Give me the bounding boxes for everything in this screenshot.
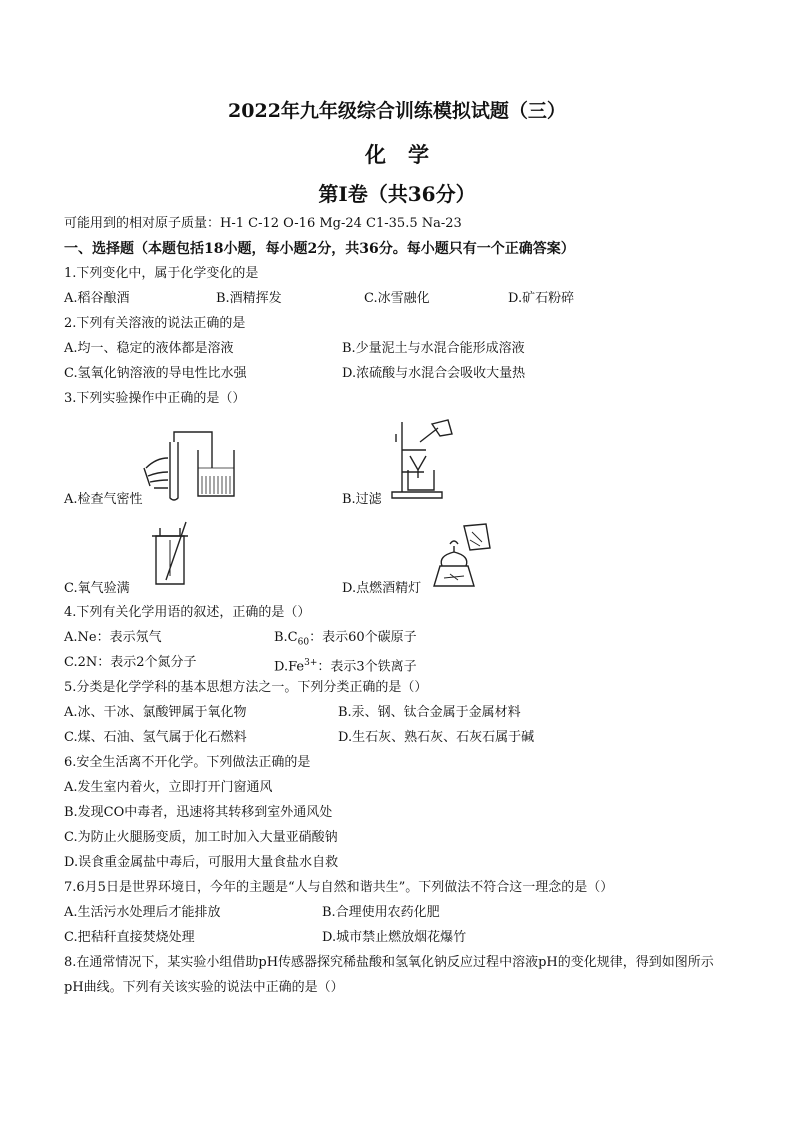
question-7-stem: 7.6月5日是世界环境日，今年的主题是“人与自然和谐共生”。下列做法不符合这一理念的是（） [64,880,614,895]
q4-d-suffix: ：表示3个铁离子 [317,659,417,675]
q6-option-d[interactable]: D.误食重金属盐中毒后，可服用大量食盐水自救 [64,855,339,870]
volume-title: 第I卷（共36分） [318,182,476,206]
q6-option-c[interactable]: C.为防止火腿肠变质，加工时加入大量亚硝酸钠 [64,830,338,845]
q4-d-superscript: 3+ [304,658,318,668]
airtightness-check-figure [140,428,240,504]
q1-option-c[interactable]: C.冰雪融化 [364,291,430,306]
question-1-stem: 1.下列变化中，属于化学变化的是 [64,266,259,281]
q4-option-b[interactable] [274,629,417,652]
section-heading: 一、选择题（本题包括18小题，每小题2分，共36分。每小题只有一个正确答案） [64,241,575,257]
question-5-stem: 5.分类是化学学科的基本思想方法之一。下列分类正确的是（） [64,680,428,695]
q6-option-b[interactable]: B.发现CO中毒者，迅速将其转移到室外通风处 [64,805,333,820]
oxygen-test-figure [142,520,202,588]
question-8-stem: 8.在通常情况下，某实验小组借助pH传感器探究稀盐酸和氢氧化钠反应过程中溶液pH的变化规律，得到如图所示pH曲线。下列有关该实验的说法中正确的是（） [64,955,714,995]
q1-option-b[interactable]: B.酒精挥发 [216,291,282,306]
q5-option-b[interactable]: B.汞、钢、钛合金属于金属材料 [338,705,521,720]
q3-option-d[interactable]: D.点燃酒精灯 [342,581,422,596]
q5-option-c[interactable]: C.煤、石油、氢气属于化石燃料 [64,730,247,745]
alcohol-lamp-figure [420,520,496,592]
question-4-stem: 4.下列有关化学用语的叙述，正确的是（） [64,605,311,620]
filtration-figure [380,418,460,502]
q4-option-c[interactable]: C.2N：表示2个氮分子 [64,655,197,670]
q7-option-b[interactable]: B.合理使用农药化肥 [322,905,440,920]
q3-option-a[interactable]: A.检查气密性 [64,492,143,507]
question-2-stem: 2.下列有关溶液的说法正确的是 [64,316,246,331]
exam-title: 2022年九年级综合训练模拟试题（三） [228,100,566,122]
q2-option-d[interactable]: D.浓硫酸与水混合会吸收大量热 [342,366,526,381]
q6-option-a[interactable]: A.发生室内着火，立即打开门窗通风 [64,780,273,795]
q1-option-d[interactable]: D.矿石粉碎 [508,291,575,306]
q4-b-subscript: 60 [297,637,310,648]
q4-option-d[interactable] [274,654,417,676]
question-3-stem: 3.下列实验操作中正确的是（） [64,391,246,406]
q2-option-b[interactable]: B.少量泥土与水混合能形成溶液 [342,341,525,356]
q7-option-c[interactable]: C.把秸秆直接焚烧处理 [64,930,195,945]
q3-option-c[interactable]: C.氧气验满 [64,581,130,596]
q7-option-d[interactable]: D.城市禁止燃放烟花爆竹 [322,930,467,945]
q2-option-c[interactable]: C.氢氧化钠溶液的导电性比水强 [64,366,247,381]
q4-b-suffix: ：表示60个碳原子 [309,630,417,645]
question-6-stem: 6.安全生活离不开化学。下列做法正确的是 [64,755,311,770]
q5-option-a[interactable]: A.冰、干冰、氯酸钾属于氧化物 [64,705,247,720]
subject-title: 化学 [365,142,451,167]
q7-option-a[interactable]: A.生活污水处理后才能排放 [64,905,221,920]
q4-d-prefix: D.Fe [274,659,305,675]
q1-option-a[interactable]: A.稻谷酿酒 [64,291,130,306]
atomic-masses: 可能用到的相对原子质量：H-1 C-12 O-16 Mg-24 C1-35.5 Na-23 [64,216,462,231]
q4-b-prefix: B.C [274,630,298,645]
q3-option-b[interactable]: B.过滤 [342,492,382,507]
q5-option-d[interactable]: D.生石灰、熟石灰、石灰石属于碱 [338,730,535,745]
q2-option-a[interactable]: A.均一、稳定的液体都是溶液 [64,341,234,356]
q4-option-a[interactable]: A.Ne：表示氖气 [64,630,162,645]
